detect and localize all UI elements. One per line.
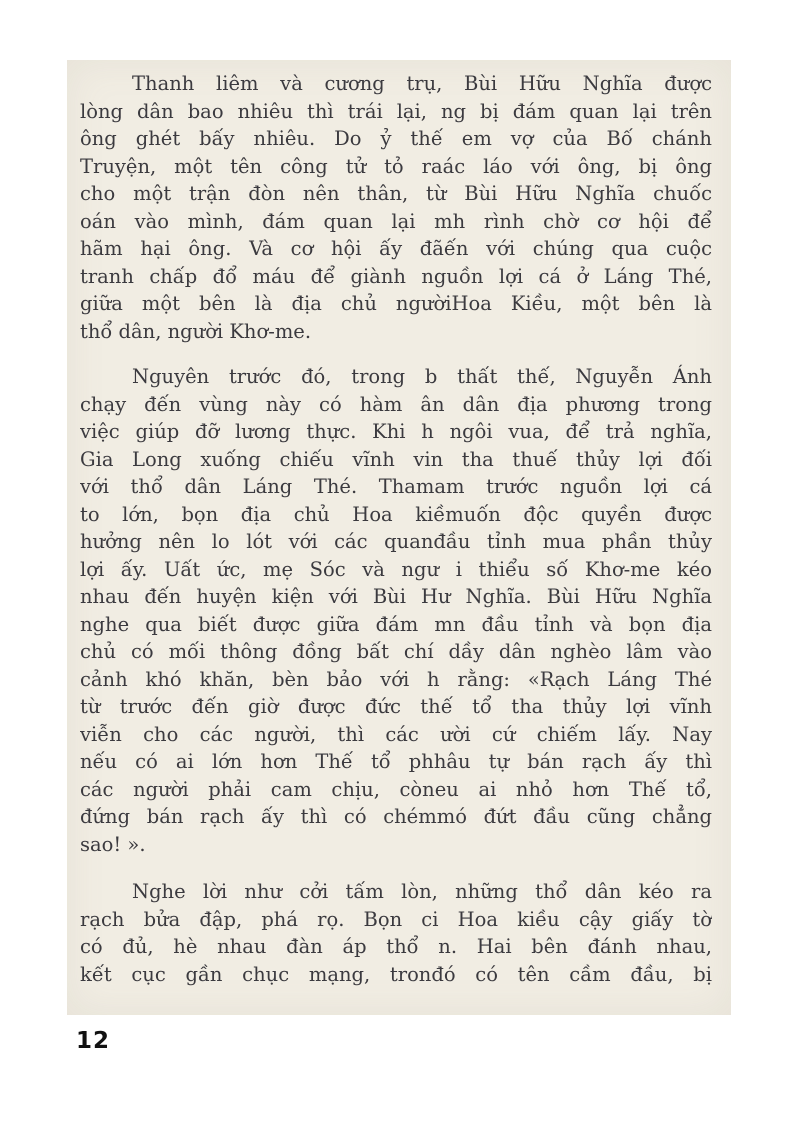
text-line: Gia Long xuống chiếu vĩnh vin tha thuế thủy lợi đối	[80, 447, 712, 471]
body-text	[80, 66, 712, 988]
text-line: oán vào mình, đám quan lại mh rình chờ cơ hội để	[80, 209, 712, 233]
text-line: lợi ấy. Uất ức, mẹ Sóc và ngư i thiểu số Khơ-me kéo	[80, 557, 712, 581]
text-line: cho một trận đòn nên thân, từ Bùi Hữu Nghĩa chuốc	[80, 182, 712, 205]
text-line: Nghe lời như cởi tấm lòn, những thổ dân kéo ra	[132, 880, 712, 903]
text-line: kết cục gần chục mạng, tronđó có tên cầm đầu, bị	[80, 962, 712, 986]
text-line: tranh chấp đổ máu để giành nguồn lợi cá ở Láng Thé,	[80, 264, 712, 288]
text-line: Truyện, một tên công tử tỏ raác láo với ông, bị ông	[80, 154, 712, 178]
text-line: nhau đến huyện kiện với Bùi Hư Nghĩa. Bùi Hữu Nghĩa	[80, 585, 712, 608]
text-line: lòng dân bao nhiêu thì trái lại, ng bị đám quan lại trên	[80, 99, 712, 123]
text-line: các người phải cam chịu, còneu ai nhỏ hơn Thế tổ,	[80, 777, 712, 801]
text-line: nghe qua biết được giữa đám mn đầu tỉnh và bọn địa	[80, 612, 712, 636]
text-line: việc giúp đỡ lương thực. Khi h ngôi vua, để trả nghĩa,	[80, 420, 712, 443]
text-line: cảnh khó khăn, bèn bảo với h rằng: «Rạch Láng Thé	[80, 667, 712, 691]
text-line: Thanh liêm và cương trụ, Bùi Hữu Nghĩa được	[132, 72, 712, 95]
text-line: từ trước đến giờ được đức thế tổ tha thủy lợi vĩnh	[80, 695, 712, 718]
text-line: giữa một bên là địa chủ ngườiHoa Kiều, một bên là	[80, 292, 712, 315]
page-number: 12	[76, 1028, 111, 1054]
text-line: to lớn, bọn địa chủ Hoa kiềmuốn độc quyền được	[80, 502, 712, 526]
paragraph-2	[80, 363, 712, 858]
text-line: với thổ dân Láng Thé. Thamam trước nguồn lợi cá	[80, 475, 712, 498]
text-line: chạy đến vùng này có hàm ân dân địa phương trong	[80, 392, 712, 416]
text-line: có đủ, hè nhau đàn áp thổ n. Hai bên đánh nhau,	[80, 935, 712, 958]
text-line: hãm hại ông. Và cơ hội ấy đãến với chúng qua cuộc	[80, 237, 712, 260]
paragraph-3	[80, 878, 712, 988]
text-line: thổ dân, người Khơ-me.	[80, 319, 312, 343]
text-line: Nguyên trước đó, trong b thất thế, Nguyễn Ánh	[132, 365, 712, 388]
text-line: hưởng nên lo lót với các quanđầu tỉnh mua phần thủy	[80, 530, 712, 553]
paragraph-1	[80, 70, 712, 345]
text-line: sao! ».	[80, 832, 146, 856]
text-line: viễn cho các người, thì các ười cứ chiếm lấy. Nay	[80, 722, 712, 746]
text-line: chủ có mối thông đồng bất chí dầy dân nghèo lâm vào	[80, 640, 712, 663]
text-line: rạch bửa đập, phá rọ. Bọn ci Hoa kiều cậy giấy tờ	[80, 907, 712, 931]
text-line: đứng bán rạch ấy thì có chémmó đứt đầu cũng chẳng	[80, 805, 712, 828]
text-line: nếu có ai lớn hơn Thế tổ phhâu tự bán rạch ấy thì	[80, 750, 712, 773]
text-line: ông ghét bấy nhiêu. Do ỷ thế em vợ của Bố chánh	[80, 127, 712, 150]
